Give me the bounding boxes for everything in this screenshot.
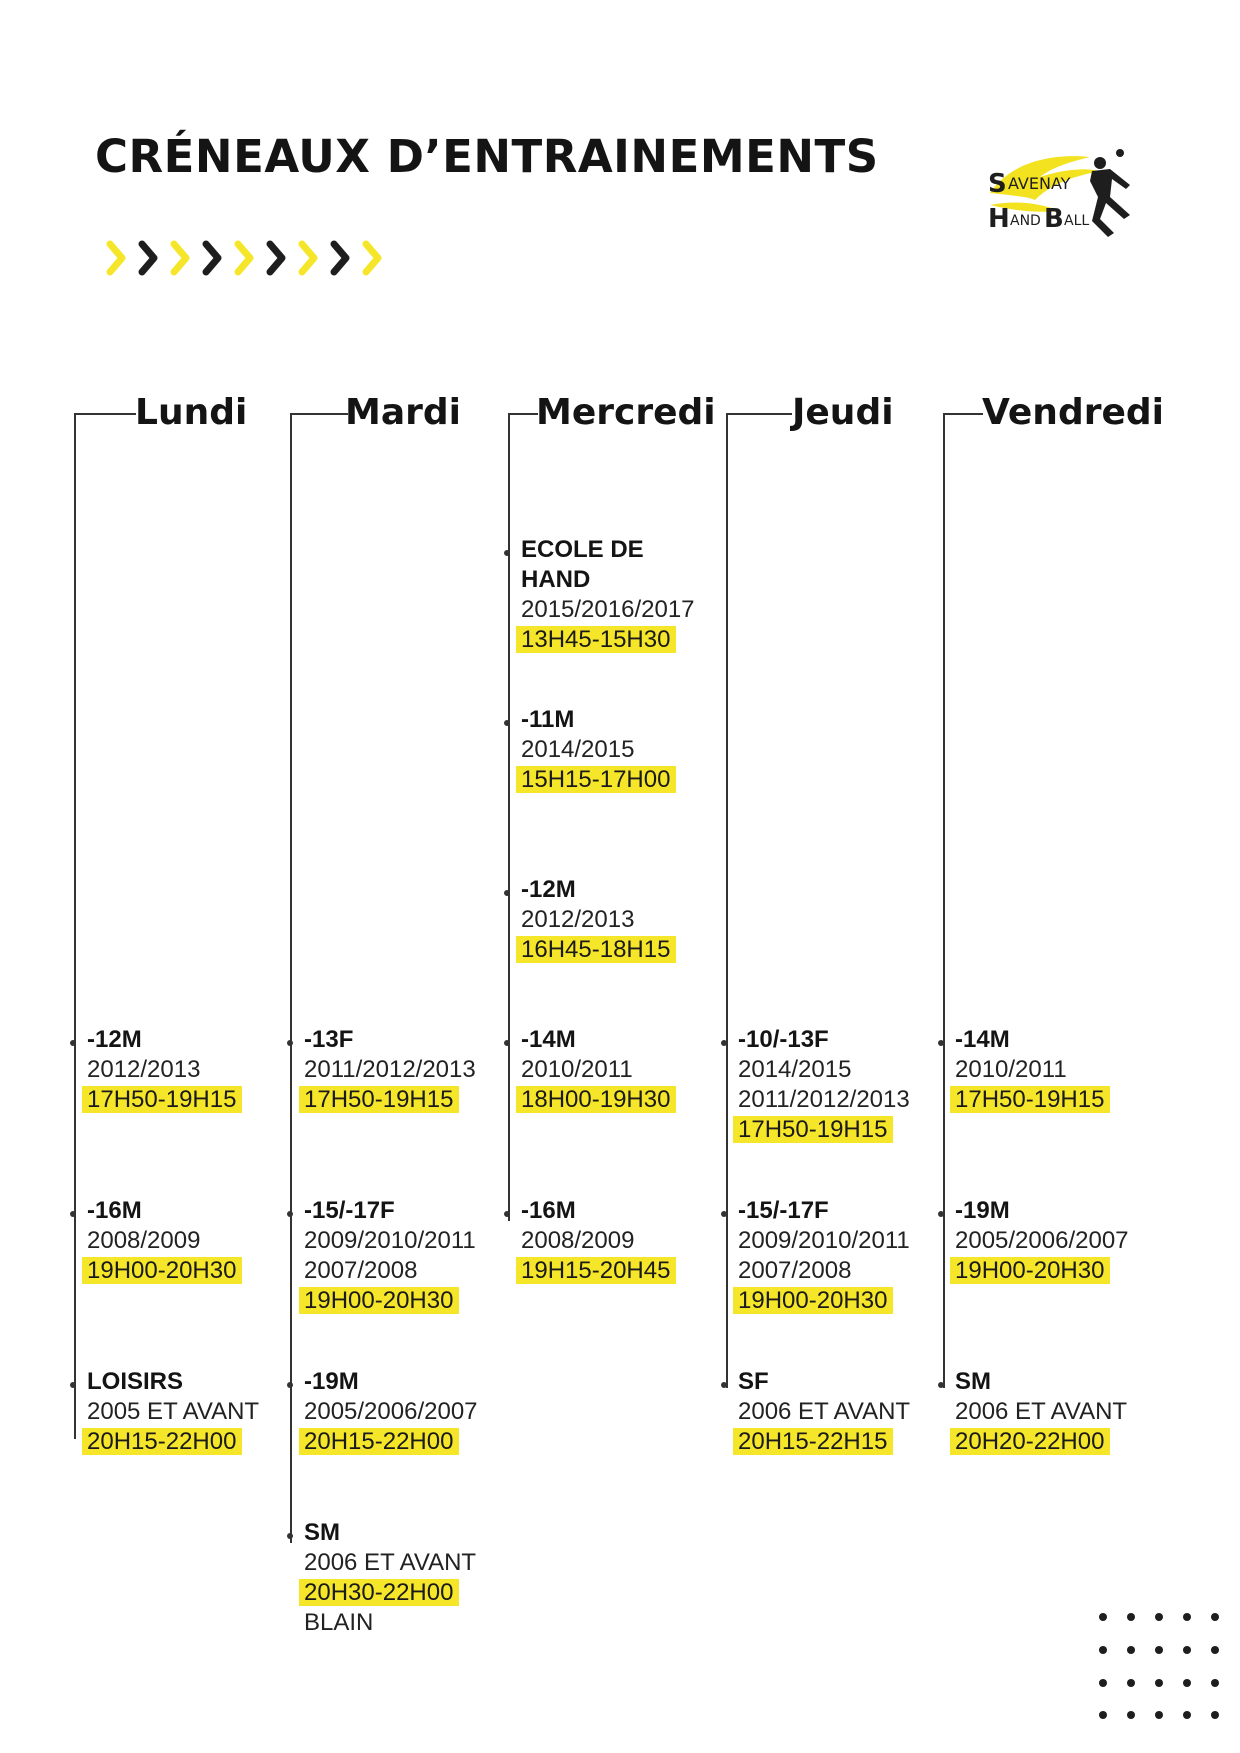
birth-years: 2006 ET AVANT bbox=[304, 1549, 477, 1576]
timeline-dot bbox=[938, 1040, 944, 1046]
slot bbox=[955, 1196, 1129, 1286]
day-label: Lundi bbox=[135, 392, 248, 433]
slot bbox=[304, 1518, 476, 1638]
logo-initial-s: S bbox=[988, 169, 1007, 199]
time-range: 20H15-22H00 bbox=[82, 1428, 242, 1455]
time-range: 19H15-20H45 bbox=[516, 1257, 676, 1284]
birth-years: 2007/2008 bbox=[304, 1257, 418, 1284]
team-name: SF bbox=[738, 1368, 769, 1395]
timeline-dot bbox=[287, 1211, 293, 1217]
time-range: 16H45-18H15 bbox=[516, 936, 676, 963]
timeline-line bbox=[508, 413, 510, 1221]
timeline-dot bbox=[287, 1382, 293, 1388]
timeline-dot bbox=[504, 550, 510, 556]
day-label: Jeudi bbox=[792, 392, 894, 433]
chevron-arrows-icon bbox=[105, 238, 395, 278]
timeline-dot bbox=[504, 1040, 510, 1046]
slot bbox=[521, 535, 695, 655]
birth-years: 2010/2011 bbox=[955, 1056, 1067, 1083]
team-name: -12M bbox=[521, 876, 576, 903]
team-name: -12M bbox=[87, 1026, 142, 1053]
birth-years: 2011/2012/2013 bbox=[738, 1086, 910, 1113]
birth-years: 2005/2006/2007 bbox=[955, 1227, 1129, 1254]
header-rule bbox=[74, 413, 136, 415]
birth-years: 2005 ET AVANT bbox=[87, 1398, 260, 1425]
timeline-dot bbox=[721, 1040, 727, 1046]
timeline-dot bbox=[721, 1382, 727, 1388]
timeline-dot bbox=[721, 1211, 727, 1217]
logo-text-savenay: AVENAY bbox=[1008, 174, 1071, 193]
logo-text-all: ALL bbox=[1064, 213, 1090, 229]
birth-years: 2006 ET AVANT bbox=[955, 1398, 1128, 1425]
time-range: 19H00-20H30 bbox=[299, 1287, 459, 1314]
team-name-continued: HAND bbox=[521, 566, 591, 593]
team-name: -11M bbox=[521, 706, 575, 733]
timeline-dot bbox=[287, 1533, 293, 1539]
slot bbox=[521, 875, 676, 965]
timeline-dot bbox=[70, 1382, 76, 1388]
time-range: 15H15-17H00 bbox=[516, 766, 676, 793]
time-range: 19H00-20H30 bbox=[950, 1257, 1110, 1284]
time-range: 20H15-22H00 bbox=[299, 1428, 459, 1455]
time-range: 19H00-20H30 bbox=[82, 1257, 242, 1284]
timeline-line bbox=[74, 413, 76, 1439]
day-label: Mardi bbox=[345, 392, 461, 433]
time-range: 18H00-19H30 bbox=[516, 1086, 676, 1113]
logo-text-and: AND bbox=[1010, 213, 1041, 229]
birth-years: 2007/2008 bbox=[738, 1257, 852, 1284]
team-name: -10/-13F bbox=[738, 1026, 829, 1053]
team-name: -19M bbox=[304, 1368, 359, 1395]
birth-years: 2006 ET AVANT bbox=[738, 1398, 911, 1425]
birth-years: 2012/2013 bbox=[521, 906, 635, 933]
slot bbox=[304, 1196, 476, 1316]
timeline-dot bbox=[70, 1040, 76, 1046]
time-range: 20H20-22H00 bbox=[950, 1428, 1110, 1455]
time-range: 20H30-22H00 bbox=[299, 1579, 459, 1606]
header-rule bbox=[290, 413, 348, 415]
slot bbox=[955, 1367, 1127, 1457]
dot-grid-icon bbox=[1098, 1612, 1228, 1722]
birth-years: 2005/2006/2007 bbox=[304, 1398, 478, 1425]
timeline-dot bbox=[504, 1211, 510, 1217]
time-range: 17H50-19H15 bbox=[82, 1086, 242, 1113]
team-name: -16M bbox=[521, 1197, 576, 1224]
birth-years: 2014/2015 bbox=[521, 736, 635, 763]
team-name: SM bbox=[304, 1519, 340, 1546]
timeline-dot bbox=[504, 890, 510, 896]
team-name: -15/-17F bbox=[738, 1197, 829, 1224]
team-name: ECOLE DE bbox=[521, 536, 644, 563]
team-name: -19M bbox=[955, 1197, 1010, 1224]
slot bbox=[87, 1367, 259, 1457]
header-rule bbox=[943, 413, 983, 415]
logo-initial-h: H bbox=[988, 204, 1010, 234]
slot bbox=[521, 705, 676, 795]
slot bbox=[521, 1025, 676, 1115]
team-name: -13F bbox=[304, 1026, 354, 1053]
header-rule bbox=[508, 413, 538, 415]
team-name: -15/-17F bbox=[304, 1197, 395, 1224]
time-range: 17H50-19H15 bbox=[950, 1086, 1110, 1113]
birth-years: 2008/2009 bbox=[521, 1227, 635, 1254]
timeline-dot bbox=[287, 1040, 293, 1046]
slot bbox=[955, 1025, 1110, 1115]
birth-years: 2011/2012/2013 bbox=[304, 1056, 476, 1083]
time-range: 17H50-19H15 bbox=[733, 1116, 893, 1143]
time-range: 20H15-22H15 bbox=[733, 1428, 893, 1455]
birth-years: 2010/2011 bbox=[521, 1056, 633, 1083]
club-logo bbox=[980, 145, 1150, 250]
slot bbox=[304, 1025, 476, 1115]
birth-years: 2015/2016/2017 bbox=[521, 596, 695, 623]
timeline-dot bbox=[938, 1211, 944, 1217]
slot bbox=[87, 1025, 242, 1115]
team-name: SM bbox=[955, 1368, 991, 1395]
time-range: 17H50-19H15 bbox=[299, 1086, 459, 1113]
location-note: BLAIN bbox=[304, 1609, 374, 1636]
team-name: -16M bbox=[87, 1197, 142, 1224]
header-rule bbox=[726, 413, 792, 415]
timeline-line bbox=[943, 413, 945, 1388]
slot bbox=[738, 1367, 910, 1457]
day-label: Mercredi bbox=[536, 392, 716, 433]
slot bbox=[304, 1367, 478, 1457]
timeline-dot bbox=[504, 720, 510, 726]
slot bbox=[738, 1025, 910, 1145]
birth-years: 2014/2015 bbox=[738, 1056, 852, 1083]
timeline-line bbox=[726, 413, 728, 1388]
day-label: Vendredi bbox=[982, 392, 1164, 433]
team-name: -14M bbox=[521, 1026, 576, 1053]
timeline-dot bbox=[938, 1382, 944, 1388]
birth-years: 2009/2010/2011 bbox=[304, 1227, 476, 1254]
birth-years: 2012/2013 bbox=[87, 1056, 201, 1083]
team-name: LOISIRS bbox=[87, 1368, 184, 1395]
slot bbox=[87, 1196, 242, 1286]
slot bbox=[521, 1196, 676, 1286]
birth-years: 2009/2010/2011 bbox=[738, 1227, 910, 1254]
logo-initial-b: B bbox=[1044, 204, 1064, 234]
team-name: -14M bbox=[955, 1026, 1010, 1053]
timeline-dot bbox=[70, 1211, 76, 1217]
time-range: 19H00-20H30 bbox=[733, 1287, 893, 1314]
birth-years: 2008/2009 bbox=[87, 1227, 201, 1254]
page-title: CRÉNEAUX D’ENTRAINEMENTS bbox=[95, 130, 879, 183]
time-range: 13H45-15H30 bbox=[516, 626, 676, 653]
timeline-line bbox=[290, 413, 292, 1543]
slot bbox=[738, 1196, 910, 1316]
